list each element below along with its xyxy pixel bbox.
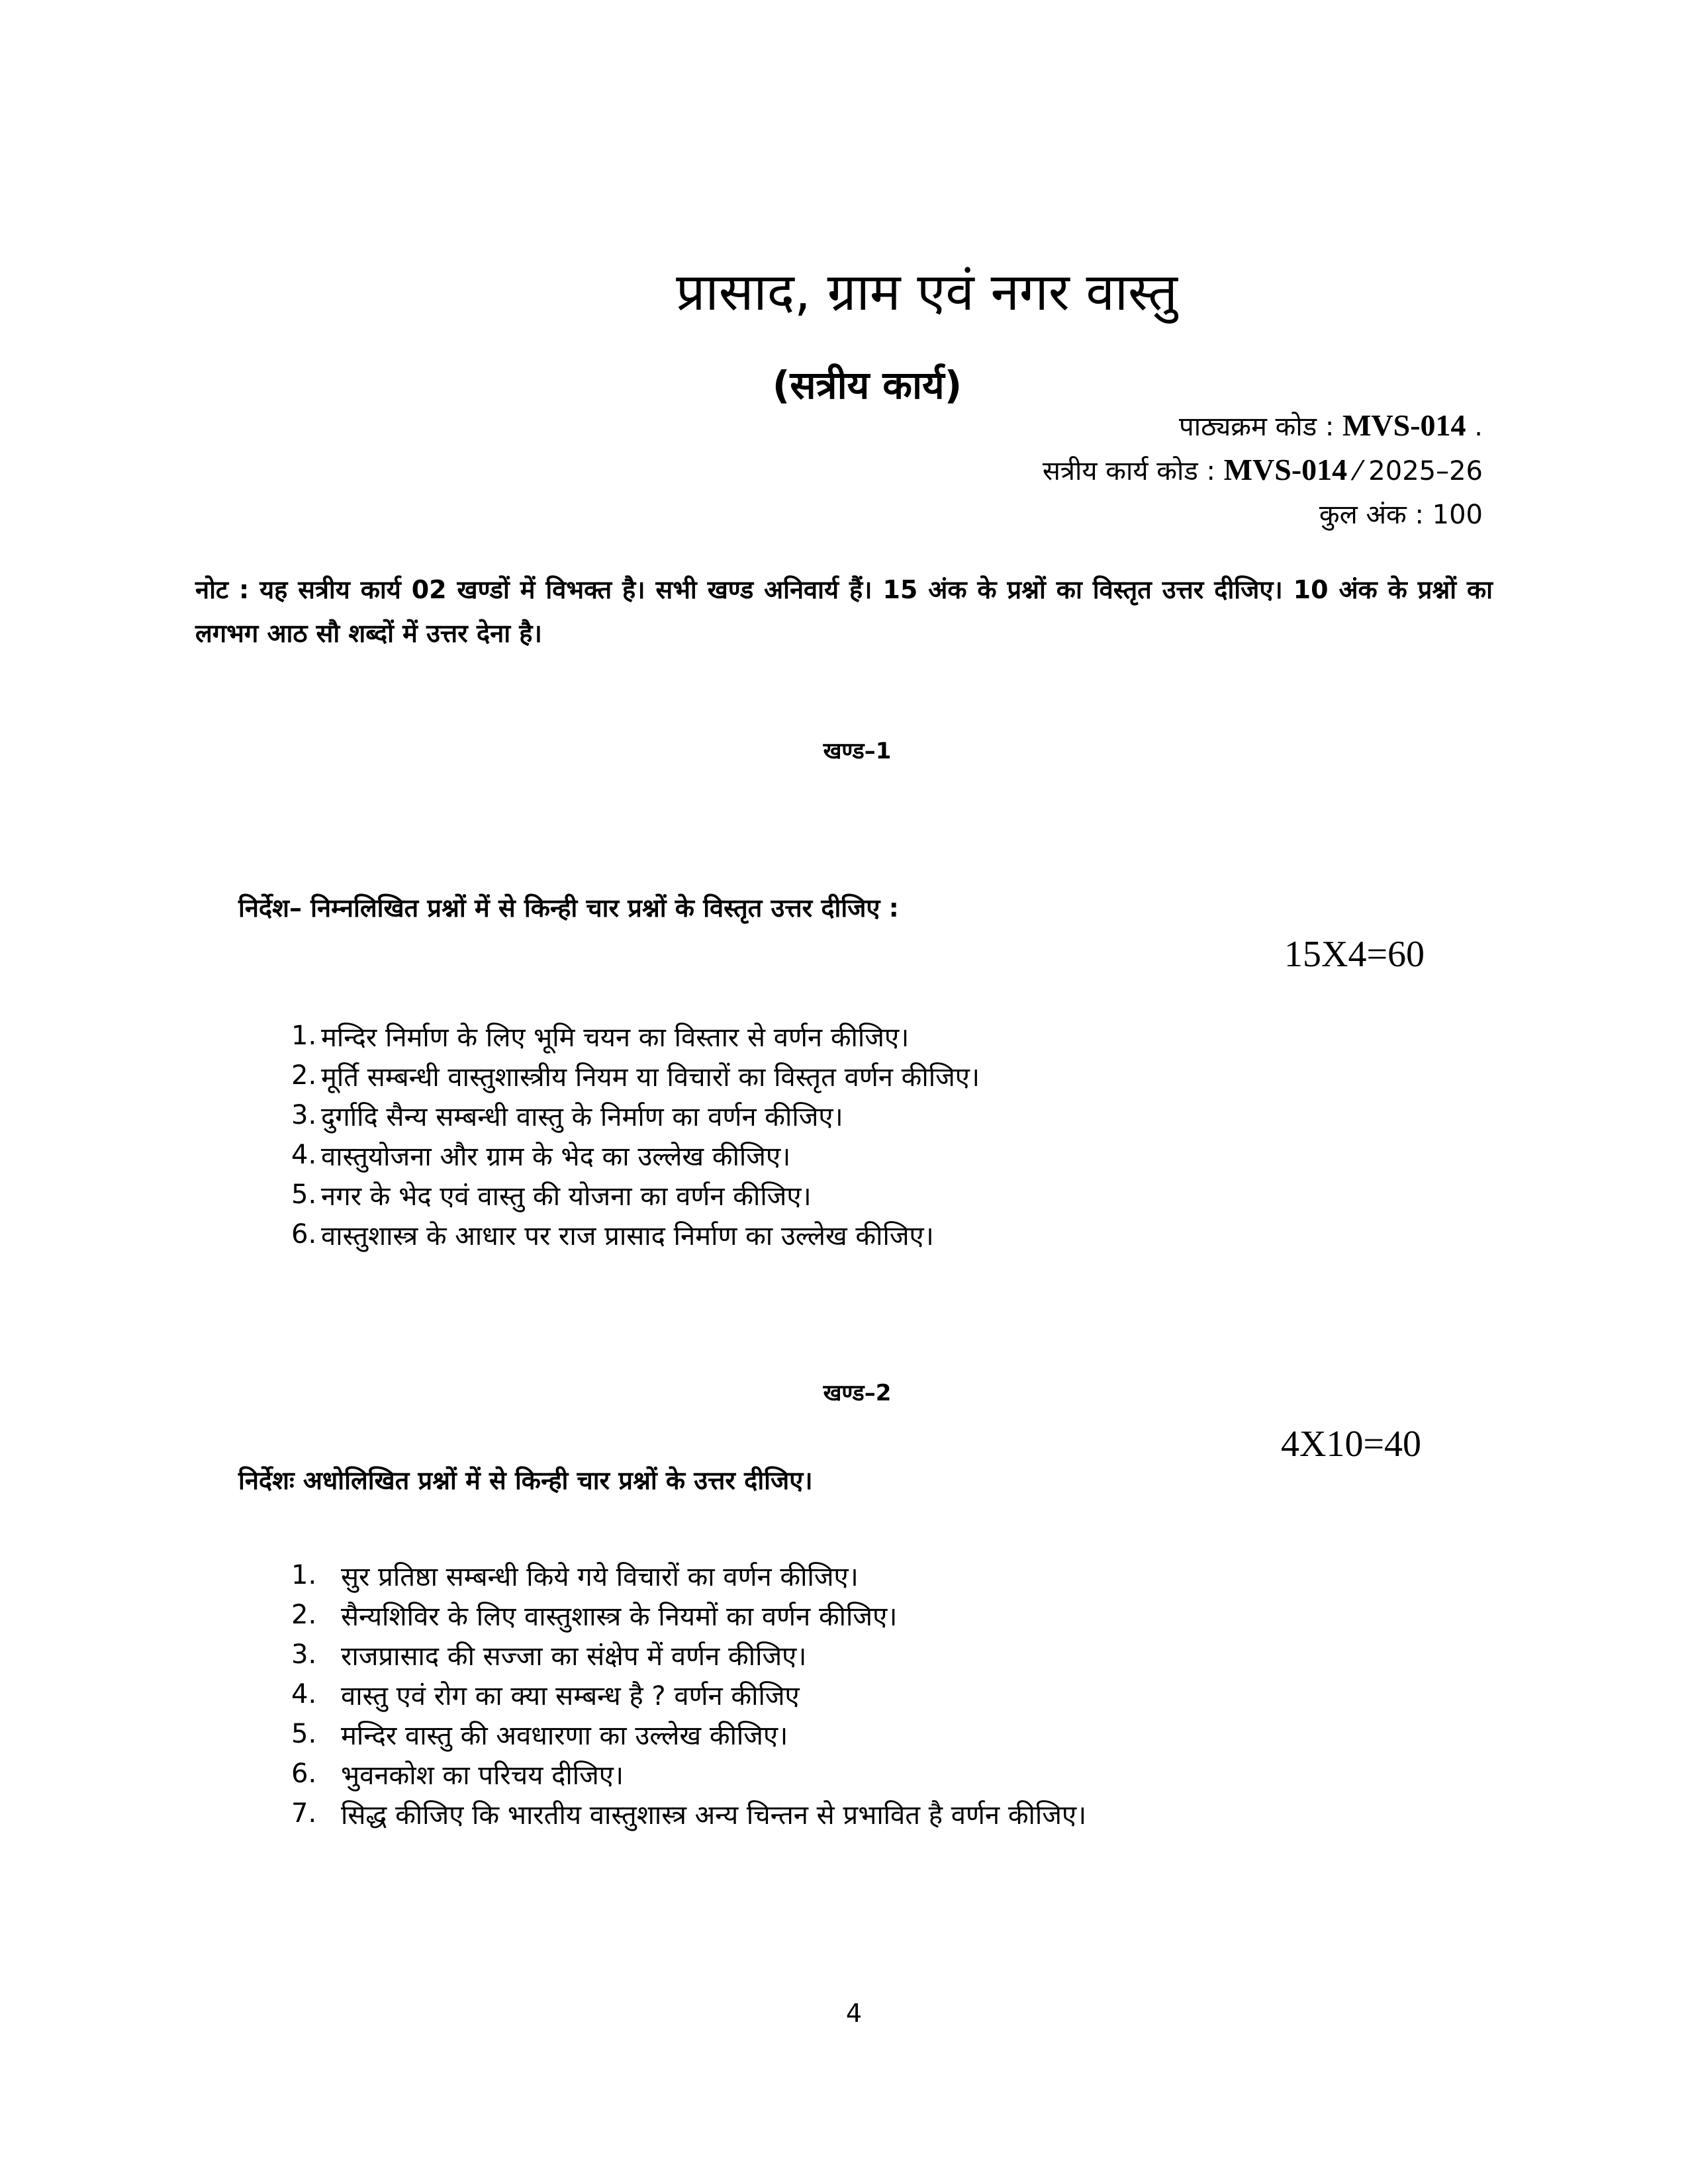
page-number: 4: [845, 1999, 863, 2028]
assignment-code-value: MVS-014: [1223, 453, 1348, 486]
question-number: 6.: [291, 1758, 317, 1789]
question-text: सैन्यशिविर के लिए वास्तुशास्त्र के नियमों का वर्णन कीजिए।: [341, 1601, 898, 1632]
question-text: नगर के भेद एवं वास्तु की योजना का वर्णन कीजिए।: [321, 1181, 812, 1212]
question-number: 5.: [291, 1719, 317, 1749]
total-marks-value: 100: [1432, 500, 1483, 530]
question-number: 5.: [291, 1179, 317, 1210]
section-1-marks: 15X4=60: [1284, 934, 1425, 975]
question-text: वास्तुशास्त्र के आधार पर राज प्रासाद निर्माण का उल्लेख कीजिए।: [321, 1220, 934, 1251]
question-text: सुर प्रतिष्ठा सम्बन्धी किये गये विचारों का वर्णन कीजिए।: [341, 1561, 859, 1592]
question-item: [291, 1056, 980, 1095]
total-marks-label: कुल अंक :: [1319, 500, 1432, 530]
section-2-instruction: निर्देशः अधोलिखित प्रश्नों में से किन्ही चार प्रश्नों के उत्तर दीजिए।: [238, 1466, 813, 1495]
assignment-code: [1043, 451, 1483, 488]
section-1-heading: खण्ड–1: [823, 738, 892, 764]
question-item: [291, 1555, 1086, 1595]
course-code-label: पाठ्यक्रम कोड :: [1179, 412, 1343, 442]
question-text: मूर्ति सम्बन्धी वास्तुशास्त्रीय नियम या विचारों का विस्तृत वर्णन कीजिए।: [321, 1062, 980, 1093]
question-number: 2.: [291, 1600, 317, 1630]
section-2-question-list: [291, 1555, 1086, 1833]
question-item: [291, 1674, 1086, 1714]
course-code-value: MVS-014: [1342, 408, 1466, 442]
question-item: [291, 1214, 980, 1254]
document-subtitle: (सत्रीय कार्य): [772, 363, 962, 408]
question-item: [291, 1095, 980, 1135]
section-1-question-list: [291, 1016, 980, 1254]
course-code: [1179, 407, 1483, 443]
section-1-instruction: निर्देश– निम्नलिखित प्रश्नों में से किन्ही चार प्रश्नों के विस्तृत उत्तर दीजिए :: [238, 893, 899, 923]
question-item: [291, 1714, 1086, 1754]
question-number: 6.: [291, 1219, 317, 1250]
question-item: [291, 1794, 1086, 1833]
total-marks: [1319, 495, 1483, 531]
question-number: 2.: [291, 1060, 317, 1091]
question-item: [291, 1175, 980, 1214]
question-number: 3.: [291, 1100, 317, 1130]
question-number: 7.: [291, 1798, 317, 1829]
question-number: 4.: [291, 1140, 317, 1170]
question-text: वास्तुयोजना और ग्राम के भेद का उल्लेख कीजिए।: [321, 1141, 791, 1172]
question-text: राजप्रासाद की सज्जा का संक्षेप में वर्णन कीजिए।: [341, 1641, 807, 1672]
section-2-marks: 4X10=40: [1281, 1424, 1422, 1465]
course-code-suffix: .: [1466, 412, 1483, 442]
assignment-code-label: सत्रीय कार्य कोड :: [1042, 456, 1224, 486]
question-number: 1.: [291, 1560, 317, 1590]
question-number: 3.: [291, 1639, 317, 1670]
question-item: [291, 1135, 980, 1175]
document-title: प्रासाद, ग्राम एवं नगर वास्तु: [676, 263, 1178, 322]
assignment-code-suffix: ⁄ 2025–26: [1347, 456, 1483, 486]
note-paragraph: नोट : यह सत्रीय कार्य 02 खण्डों में विभक्त है। सभी खण्ड अनिवार्य हैं। 15 अंक के प्रश्नों का विस्तृत उत्तर दीजिए। 10 अंक के प्रश्नों का लगभग आठ सौ शब्दों में उत्तर देना है।: [195, 575, 1493, 648]
question-item: [291, 1016, 980, 1056]
question-text: भुवनकोश का परिचय दीजिए।: [341, 1760, 624, 1791]
question-text: मन्दिर वास्तु की अवधारणा का उल्लेख कीजिए।: [341, 1720, 788, 1751]
question-text: वास्तु एवं रोग का क्या सम्बन्ध है ? वर्णन कीजिए: [341, 1680, 800, 1711]
question-number: 1.: [291, 1021, 317, 1051]
question-item: [291, 1595, 1086, 1635]
question-text: दुर्गादि सैन्य सम्बन्धी वास्तु के निर्माण का वर्णन कीजिए।: [321, 1101, 843, 1132]
question-item: [291, 1754, 1086, 1794]
question-text: सिद्ध कीजिए कि भारतीय वास्तुशास्त्र अन्य चिन्तन से प्रभावित है वर्णन कीजिए।: [341, 1799, 1087, 1831]
section-2-heading: खण्ड–2: [823, 1380, 892, 1406]
question-item: [291, 1635, 1086, 1674]
question-number: 4.: [291, 1679, 317, 1709]
question-text: मन्दिर निर्माण के लिए भूमि चयन का विस्तार से वर्णन कीजिए।: [321, 1022, 910, 1053]
